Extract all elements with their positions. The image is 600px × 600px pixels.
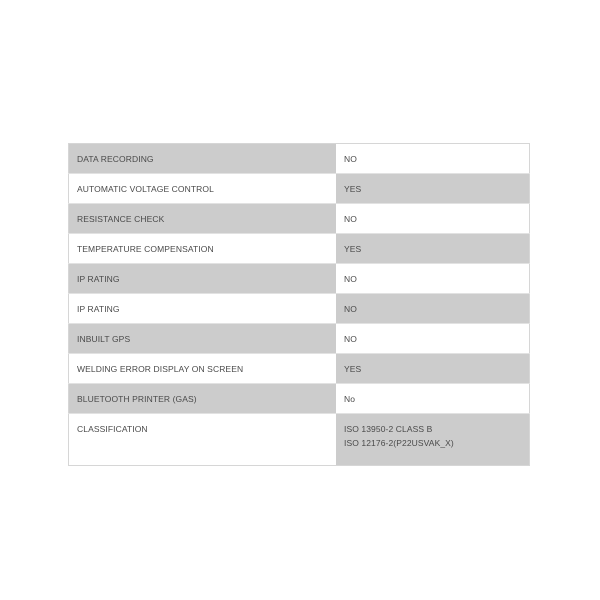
spec-table xyxy=(68,143,530,466)
spec-label: CLASSIFICATION xyxy=(69,414,337,466)
spec-value: YES xyxy=(336,234,530,264)
spec-value: NO xyxy=(336,144,530,174)
table-row xyxy=(69,264,530,294)
table-row xyxy=(69,204,530,234)
spec-label: WELDING ERROR DISPLAY ON SCREEN xyxy=(69,354,337,384)
spec-value: NO xyxy=(336,264,530,294)
spec-value: No xyxy=(336,384,530,414)
spec-label: IP RATING xyxy=(69,264,337,294)
spec-value: YES xyxy=(336,354,530,384)
table-row xyxy=(69,234,530,264)
table-row xyxy=(69,384,530,414)
table-row xyxy=(69,324,530,354)
spec-value-multiline xyxy=(336,414,530,466)
spec-label: RESISTANCE CHECK xyxy=(69,204,337,234)
spec-label: AUTOMATIC VOLTAGE CONTROL xyxy=(69,174,337,204)
spec-label: IP RATING xyxy=(69,294,337,324)
spec-label: BLUETOOTH PRINTER (GAS) xyxy=(69,384,337,414)
table-row xyxy=(69,294,530,324)
spec-value: YES xyxy=(336,174,530,204)
spec-value-line: ISO 12176-2(P22USVAK_X) xyxy=(344,438,454,448)
spec-value: NO xyxy=(336,324,530,354)
spec-label: TEMPERATURE COMPENSATION xyxy=(69,234,337,264)
table-row xyxy=(69,174,530,204)
table-row xyxy=(69,144,530,174)
table-row xyxy=(69,414,530,466)
spec-label: INBUILT GPS xyxy=(69,324,337,354)
spec-value-line: ISO 13950-2 CLASS B xyxy=(344,424,433,434)
spec-label: DATA RECORDING xyxy=(69,144,337,174)
spec-value: NO xyxy=(336,204,530,234)
spec-value: NO xyxy=(336,294,530,324)
table-row xyxy=(69,354,530,384)
